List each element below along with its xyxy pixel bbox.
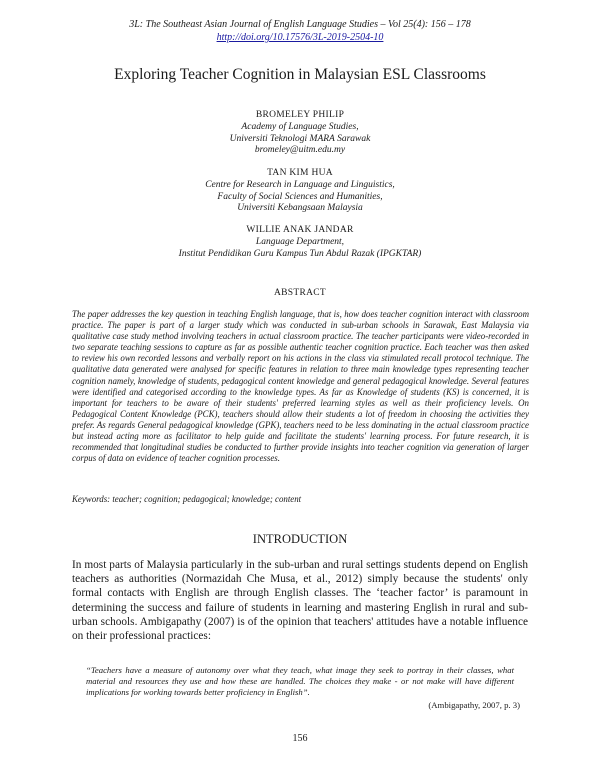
body-paragraph: In most parts of Malaysia particularly in the sub-urban and rural settings students depend on English teachers as authorities (Normazidah Che Musa, et al., 2012) simply because the students' only formal contacts with English are through English classes. The ‘teacher factor’ is paramount in determining the success and failure of students in learning and mastering English in rural and sub-urban schools. Ambigapathy (2007) is of the opinion that teachers' attitudes have a notable influence on their professional practices:	[72, 559, 528, 643]
journal-header: 3L: The Southeast Asian Journal of English Language Studies – Vol 25(4): 156 – 178	[129, 19, 471, 30]
author-affiliation: Language Department,	[255, 237, 345, 247]
paper-title: Exploring Teacher Cognition in Malaysian ESL Classrooms	[114, 66, 486, 83]
block-quote: “Teachers have a measure of autonomy over what they teach, what image they seek to portray in their classes, what material and resources they use and how these are handled. The choices they make - or not make will have different implications for working towards better proficiency in English”.	[86, 665, 514, 697]
abstract-text: The paper addresses the key question in teaching English language, that is, how does teacher cognition interact with classroom practice. The paper is part of a larger study which was conducted in sub-urban schools in Sarawak, East Malaysia via qualitative case study method involving teachers in actual classroom practice. The teacher participants were video-recorded in two separate teaching sessions to capture as far as possible authentic teacher cognition practice. Each teacher was then asked to review his own recorded lessons and verbally report on his actions in the class via stimulated recall protocol technique. The qualitative data generated were analysed for specific features in relation to three main knowledge types representing teacher cognition namely, knowledge of students, pedagogical content knowledge and general pedagogical knowledge. Several features were identified and categorised according to the knowledge types. As far as Knowledge of students (KS) is concerned, it is important for teachers to be aware of their students' preferred learning styles as well as their proficiency levels. On Pedagogical Content Knowledge (PCK), teachers should allow their students a lot of freedom in choosing the activities they prefer. As regards General pedagogical knowledge (GPK), teachers need to be less dominating in the actual classroom practice but instead acting more as facilitator to help guide and facilitate the students' learning process. For future research, it is recommended that longitudinal studies be conducted to further provide insights into teacher cognition via generation of larger corpus of data on evidence of teacher cognition processes.	[72, 309, 529, 464]
author-affiliation: Faculty of Social Sciences and Humanities,	[217, 191, 383, 202]
author-affiliation: Institut Pendidikan Guru Kampus Tun Abdul Razak (IPGKTAR)	[178, 248, 422, 259]
author-name: WILLIE ANAK JANDAR	[246, 225, 354, 235]
author-affiliation: Academy of Language Studies,	[241, 122, 359, 132]
author-affiliation: Universiti Kebangsaan Malaysia	[237, 203, 363, 213]
author-affiliation: Centre for Research in Language and Linguistics,	[205, 180, 395, 190]
author-email[interactable]: bromeley@uitm.edu.my	[254, 145, 346, 155]
author-name: BROMELEY PHILIP	[255, 110, 345, 120]
page-number: 156	[292, 733, 308, 744]
keywords: Keywords: teacher; cognition; pedagogical; knowledge; content	[72, 494, 302, 504]
section-heading-introduction: INTRODUCTION	[252, 532, 348, 546]
quote-citation: (Ambigapathy, 2007, p. 3)	[428, 700, 520, 710]
abstract-heading: ABSTRACT	[273, 288, 327, 298]
author-name: TAN KIM HUA	[267, 168, 333, 178]
doi-link[interactable]: http://doi.org/10.17576/3L-2019-2504-10	[216, 32, 384, 43]
author-affiliation: Universiti Teknologi MARA Sarawak	[229, 133, 371, 144]
